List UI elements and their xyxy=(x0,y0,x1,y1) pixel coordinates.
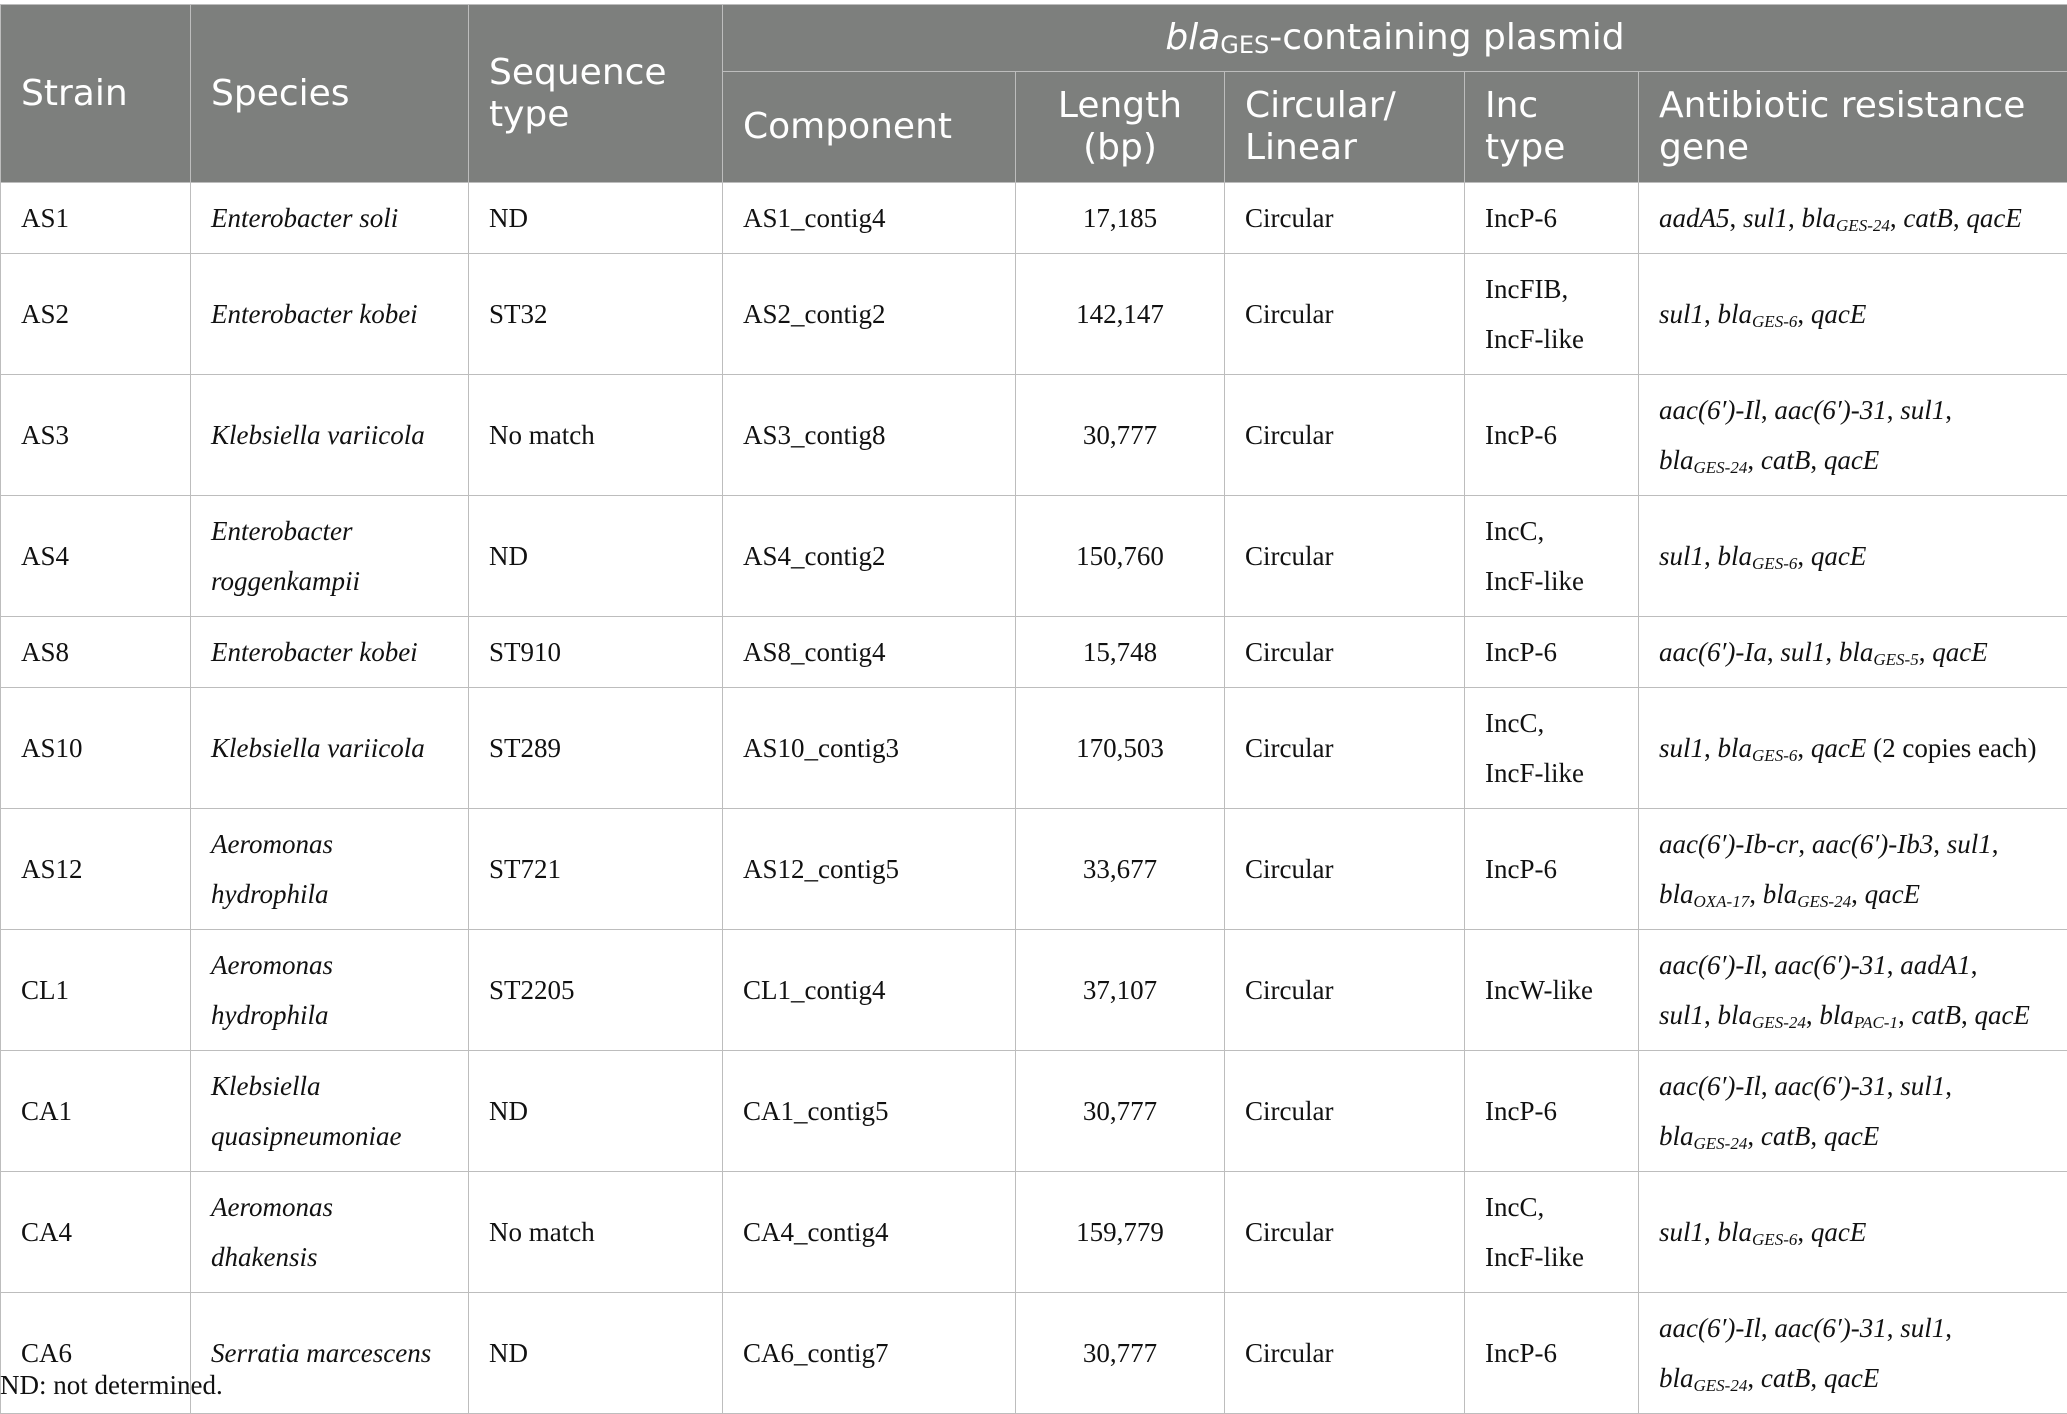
gene-separator: , xyxy=(1749,879,1763,909)
gene-name: qacE xyxy=(1811,541,1866,571)
resistance-gene-cell xyxy=(1639,1172,2067,1293)
gene-line xyxy=(1659,1303,2047,1353)
strain-cell: AS2 xyxy=(1,254,191,375)
table-row xyxy=(1,1293,2067,1414)
gene-name: sul1 xyxy=(1780,637,1825,667)
gene-name: bla xyxy=(1659,1121,1694,1151)
species-cell: Klebsiella variicola xyxy=(191,688,469,809)
gene-line xyxy=(1659,385,2047,435)
gene-name: sul1 xyxy=(1659,733,1704,763)
gene-name: qacE xyxy=(1811,733,1866,763)
inc-type-line: IncF-like xyxy=(1485,314,1618,364)
gene-separator: , xyxy=(1797,733,1811,763)
table-row xyxy=(1,1051,2067,1172)
gene-name: bla xyxy=(1659,879,1694,909)
gene-line xyxy=(1659,723,2047,773)
gene-separator: , xyxy=(1961,1000,1975,1030)
species-cell: Aeromonas hydrophila xyxy=(191,809,469,930)
gene-separator: , xyxy=(1887,1313,1901,1343)
species-cell: Enterobacter roggenkampii xyxy=(191,496,469,617)
gene-separator: , xyxy=(1761,950,1775,980)
component-cell: CL1_contig4 xyxy=(723,930,1016,1051)
sequence-type-cell: No match xyxy=(469,1172,723,1293)
header-strain: Strain xyxy=(1,5,191,183)
gene-line xyxy=(1659,193,2047,243)
gene-name: sul1 xyxy=(1659,299,1704,329)
resistance-gene-cell xyxy=(1639,254,2067,375)
resistance-gene-cell xyxy=(1639,809,2067,930)
topology-cell: Circular xyxy=(1225,375,1465,496)
length-cell: 15,748 xyxy=(1016,617,1225,688)
gene-name: catB xyxy=(1761,1363,1810,1393)
component-cell: AS1_contig4 xyxy=(723,183,1016,254)
gene-line xyxy=(1659,1111,2047,1161)
gene-name: aadA1 xyxy=(1900,950,1971,980)
gene-subscript: OXA-17 xyxy=(1694,892,1750,911)
inc-type-cell xyxy=(1465,375,1639,496)
sequence-type-cell: ND xyxy=(469,496,723,617)
inc-type-cell xyxy=(1465,254,1639,375)
gene-separator: , xyxy=(1851,879,1865,909)
inc-type-cell xyxy=(1465,688,1639,809)
gene-separator: , xyxy=(1704,1217,1718,1247)
resistance-gene-cell xyxy=(1639,496,2067,617)
gene-name: sul1 xyxy=(1743,203,1788,233)
gene-separator: , xyxy=(1898,1000,1912,1030)
strain-cell: CA1 xyxy=(1,1051,191,1172)
gene-separator: , xyxy=(1887,950,1901,980)
resistance-gene-cell xyxy=(1639,1293,2067,1414)
gene-name: aac(6′)-31 xyxy=(1774,1313,1886,1343)
sequence-type-cell: ND xyxy=(469,1293,723,1414)
table-row xyxy=(1,930,2067,1051)
strain-cell: AS12 xyxy=(1,809,191,930)
gene-name: bla xyxy=(1659,445,1694,475)
length-cell: 33,677 xyxy=(1016,809,1225,930)
inc-type-cell xyxy=(1465,930,1639,1051)
gene-subscript: GES-24 xyxy=(1694,1134,1748,1153)
inc-type-line: IncC, xyxy=(1485,506,1618,556)
table-row xyxy=(1,617,2067,688)
strain-cell: AS8 xyxy=(1,617,191,688)
gene-name: aac(6′)-31 xyxy=(1774,950,1886,980)
inc-type-cell xyxy=(1465,809,1639,930)
gene-line xyxy=(1659,627,2047,677)
gene-name: catB xyxy=(1903,203,1952,233)
gene-name: sul1 xyxy=(1900,1071,1945,1101)
gene-name: qacE xyxy=(1824,1121,1879,1151)
gene-separator: , xyxy=(1933,829,1947,859)
gene-separator: , xyxy=(1945,395,1952,425)
species-cell: Enterobacter kobei xyxy=(191,254,469,375)
gene-separator: , xyxy=(1797,299,1811,329)
gene-subscript: GES-24 xyxy=(1694,1376,1748,1395)
header-resistance: Antibiotic resistance gene xyxy=(1639,72,2067,183)
gene-separator: , xyxy=(1945,1313,1952,1343)
gene-separator: , xyxy=(1747,1121,1761,1151)
gene-separator: , xyxy=(1767,637,1781,667)
strain-cell: CA6 xyxy=(1,1293,191,1414)
resistance-gene-cell xyxy=(1639,375,2067,496)
gene-line xyxy=(1659,819,2047,869)
length-cell: 142,147 xyxy=(1016,254,1225,375)
length-cell: 170,503 xyxy=(1016,688,1225,809)
component-cell: AS10_contig3 xyxy=(723,688,1016,809)
inc-type-cell xyxy=(1465,1172,1639,1293)
topology-cell: Circular xyxy=(1225,688,1465,809)
gene-subscript: GES-24 xyxy=(1797,892,1851,911)
gene-separator: , xyxy=(1797,541,1811,571)
gene-subscript: GES-24 xyxy=(1752,1013,1806,1032)
topology-cell: Circular xyxy=(1225,183,1465,254)
component-cell: CA1_contig5 xyxy=(723,1051,1016,1172)
header-inc-type: Inc type xyxy=(1465,72,1639,183)
gene-name: aac(6′)-Il xyxy=(1659,950,1761,980)
gene-separator: , xyxy=(1806,1000,1820,1030)
inc-type-line: IncF-like xyxy=(1485,1232,1618,1282)
species-cell: Aeromonas hydrophila xyxy=(191,930,469,1051)
gene-name: catB xyxy=(1761,1121,1810,1151)
sequence-type-cell: ST32 xyxy=(469,254,723,375)
gene-subscript: GES-6 xyxy=(1752,1230,1797,1249)
gene-name: qacE xyxy=(1932,637,1987,667)
length-cell: 30,777 xyxy=(1016,375,1225,496)
component-cell: AS8_contig4 xyxy=(723,617,1016,688)
gene-separator: , xyxy=(1810,445,1824,475)
gene-line xyxy=(1659,1353,2047,1403)
gene-separator: , xyxy=(1887,395,1901,425)
species-cell: Aeromonas dhakensis xyxy=(191,1172,469,1293)
gene-name: qacE xyxy=(1865,879,1920,909)
inc-type-line: IncF-like xyxy=(1485,556,1618,606)
gene-separator: , xyxy=(1992,829,1999,859)
component-cell: AS2_contig2 xyxy=(723,254,1016,375)
gene-separator: , xyxy=(1825,637,1839,667)
gene-separator: , xyxy=(1810,1363,1824,1393)
header-length: Length (bp) xyxy=(1016,72,1225,183)
gene-name: qacE xyxy=(1811,299,1866,329)
length-cell: 150,760 xyxy=(1016,496,1225,617)
length-cell: 17,185 xyxy=(1016,183,1225,254)
topology-cell: Circular xyxy=(1225,1051,1465,1172)
header-group-sub: GES xyxy=(1220,31,1269,59)
gene-separator: , xyxy=(1890,203,1904,233)
resistance-gene-cell xyxy=(1639,688,2067,809)
component-cell: AS3_contig8 xyxy=(723,375,1016,496)
table-header xyxy=(1,5,2067,183)
species-cell: Enterobacter soli xyxy=(191,183,469,254)
gene-line xyxy=(1659,940,2047,990)
inc-type-line: IncC, xyxy=(1485,1182,1618,1232)
gene-name: bla xyxy=(1718,733,1753,763)
gene-name: aac(6′)-Il xyxy=(1659,1313,1761,1343)
topology-cell: Circular xyxy=(1225,930,1465,1051)
gene-name: qacE xyxy=(1974,1000,2029,1030)
gene-separator: , xyxy=(1919,637,1933,667)
sequence-type-cell: ST289 xyxy=(469,688,723,809)
gene-separator: , xyxy=(1797,1217,1811,1247)
gene-separator: , xyxy=(1887,1071,1901,1101)
gene-name: catB xyxy=(1761,445,1810,475)
gene-separator: (2 copies each) xyxy=(1866,733,2036,763)
species-cell: Serratia marcescens xyxy=(191,1293,469,1414)
topology-cell: Circular xyxy=(1225,1172,1465,1293)
gene-name: qacE xyxy=(1811,1217,1866,1247)
gene-name: catB xyxy=(1911,1000,1960,1030)
gene-name: sul1 xyxy=(1659,1000,1704,1030)
sequence-type-cell: ND xyxy=(469,183,723,254)
gene-name: bla xyxy=(1659,1363,1694,1393)
gene-separator: , xyxy=(1747,445,1761,475)
header-component: Component xyxy=(723,72,1016,183)
gene-name: aadA5 xyxy=(1659,203,1730,233)
sequence-type-cell: ST721 xyxy=(469,809,723,930)
component-cell: AS4_contig2 xyxy=(723,496,1016,617)
component-cell: CA4_contig4 xyxy=(723,1172,1016,1293)
gene-separator: , xyxy=(1798,829,1812,859)
gene-separator: , xyxy=(1761,1071,1775,1101)
gene-separator: , xyxy=(1704,733,1718,763)
gene-subscript: GES-6 xyxy=(1752,746,1797,765)
resistance-gene-cell xyxy=(1639,1051,2067,1172)
gene-subscript: GES-24 xyxy=(1836,216,1890,235)
table-row xyxy=(1,496,2067,617)
inc-type-cell xyxy=(1465,1293,1639,1414)
table-row xyxy=(1,1172,2067,1293)
resistance-gene-cell xyxy=(1639,183,2067,254)
inc-type-line: IncP-6 xyxy=(1485,1328,1618,1378)
gene-separator: , xyxy=(1761,395,1775,425)
header-sequence-type: Sequence type xyxy=(469,5,723,183)
topology-cell: Circular xyxy=(1225,496,1465,617)
inc-type-cell xyxy=(1465,496,1639,617)
gene-name: aac(6′)-Il xyxy=(1659,1071,1761,1101)
topology-cell: Circular xyxy=(1225,809,1465,930)
gene-line xyxy=(1659,990,2047,1040)
gene-name: sul1 xyxy=(1900,395,1945,425)
gene-separator: , xyxy=(1945,1071,1952,1101)
gene-name: aac(6′)-Ia xyxy=(1659,637,1767,667)
gene-name: aac(6′)-Il xyxy=(1659,395,1761,425)
gene-separator: , xyxy=(1704,299,1718,329)
inc-type-line: IncP-6 xyxy=(1485,627,1618,677)
gene-subscript: PAC-1 xyxy=(1854,1013,1898,1032)
component-cell: AS12_contig5 xyxy=(723,809,1016,930)
sequence-type-cell: ND xyxy=(469,1051,723,1172)
gene-separator: , xyxy=(1953,203,1967,233)
topology-cell: Circular xyxy=(1225,254,1465,375)
inc-type-cell xyxy=(1465,1051,1639,1172)
table-row xyxy=(1,688,2067,809)
gene-separator: , xyxy=(1788,203,1802,233)
topology-cell: Circular xyxy=(1225,1293,1465,1414)
inc-type-cell xyxy=(1465,183,1639,254)
gene-line xyxy=(1659,435,2047,485)
inc-type-line: IncW-like xyxy=(1485,965,1618,1015)
gene-name: bla xyxy=(1718,299,1753,329)
resistance-gene-cell xyxy=(1639,617,2067,688)
header-plasmid-group xyxy=(723,5,2067,72)
length-cell: 30,777 xyxy=(1016,1293,1225,1414)
species-cell: Klebsiella variicola xyxy=(191,375,469,496)
gene-name: bla xyxy=(1763,879,1798,909)
gene-name: sul1 xyxy=(1900,1313,1945,1343)
gene-name: bla xyxy=(1718,541,1753,571)
inc-type-line: IncP-6 xyxy=(1485,844,1618,894)
gene-name: qacE xyxy=(1824,1363,1879,1393)
length-cell: 159,779 xyxy=(1016,1172,1225,1293)
gene-name: bla xyxy=(1718,1000,1753,1030)
gene-name: sul1 xyxy=(1659,541,1704,571)
resistance-gene-cell xyxy=(1639,930,2067,1051)
gene-name: aac(6′)-Ib-cr xyxy=(1659,829,1798,859)
table-row xyxy=(1,809,2067,930)
strain-cell: CL1 xyxy=(1,930,191,1051)
header-group-prefix: bla xyxy=(1165,17,1220,58)
gene-subscript: GES-6 xyxy=(1752,312,1797,331)
inc-type-line: IncC, xyxy=(1485,698,1618,748)
inc-type-cell xyxy=(1465,617,1639,688)
gene-name: qacE xyxy=(1824,445,1879,475)
gene-name: aac(6′)-Ib3 xyxy=(1812,829,1933,859)
header-circular: Circular/ Linear xyxy=(1225,72,1465,183)
inc-type-line: IncP-6 xyxy=(1485,1086,1618,1136)
gene-separator: , xyxy=(1761,1313,1775,1343)
gene-name: bla xyxy=(1718,1217,1753,1247)
gene-line xyxy=(1659,531,2047,581)
gene-name: aac(6′)-31 xyxy=(1774,1071,1886,1101)
gene-subscript: GES-5 xyxy=(1873,650,1918,669)
table-row xyxy=(1,254,2067,375)
gene-name: aac(6′)-31 xyxy=(1774,395,1886,425)
table-row xyxy=(1,375,2067,496)
gene-name: sul1 xyxy=(1659,1217,1704,1247)
inc-type-line: IncP-6 xyxy=(1485,410,1618,460)
table-row xyxy=(1,183,2067,254)
gene-line xyxy=(1659,869,2047,919)
species-cell: Enterobacter kobei xyxy=(191,617,469,688)
gene-name: sul1 xyxy=(1947,829,1992,859)
header-group-suffix: -containing plasmid xyxy=(1269,17,1624,58)
gene-name: bla xyxy=(1819,1000,1854,1030)
inc-type-line: IncF-like xyxy=(1485,748,1618,798)
gene-line xyxy=(1659,1061,2047,1111)
gene-subscript: GES-6 xyxy=(1752,554,1797,573)
gene-separator: , xyxy=(1704,1000,1718,1030)
table-body xyxy=(1,183,2067,1414)
inc-type-line: IncFIB, xyxy=(1485,264,1618,314)
strain-cell: AS3 xyxy=(1,375,191,496)
gene-name: qacE xyxy=(1966,203,2021,233)
footnote: ND: not determined. xyxy=(0,1370,223,1401)
component-cell: CA6_contig7 xyxy=(723,1293,1016,1414)
strain-cell: CA4 xyxy=(1,1172,191,1293)
species-cell: Klebsiella quasipneumoniae xyxy=(191,1051,469,1172)
gene-separator: , xyxy=(1730,203,1744,233)
strain-cell: AS4 xyxy=(1,496,191,617)
sequence-type-cell: ST910 xyxy=(469,617,723,688)
length-cell: 30,777 xyxy=(1016,1051,1225,1172)
gene-name: bla xyxy=(1839,637,1874,667)
topology-cell: Circular xyxy=(1225,617,1465,688)
strain-cell: AS1 xyxy=(1,183,191,254)
gene-separator: , xyxy=(1971,950,1978,980)
plasmid-table xyxy=(0,4,2067,1414)
gene-separator: , xyxy=(1810,1121,1824,1151)
strain-cell: AS10 xyxy=(1,688,191,809)
sequence-type-cell: No match xyxy=(469,375,723,496)
gene-subscript: GES-24 xyxy=(1694,458,1748,477)
gene-separator: , xyxy=(1704,541,1718,571)
length-cell: 37,107 xyxy=(1016,930,1225,1051)
gene-name: bla xyxy=(1802,203,1837,233)
gene-line xyxy=(1659,289,2047,339)
header-species: Species xyxy=(191,5,469,183)
gene-separator: , xyxy=(1747,1363,1761,1393)
inc-type-line: IncP-6 xyxy=(1485,193,1618,243)
sequence-type-cell: ST2205 xyxy=(469,930,723,1051)
gene-line xyxy=(1659,1207,2047,1257)
